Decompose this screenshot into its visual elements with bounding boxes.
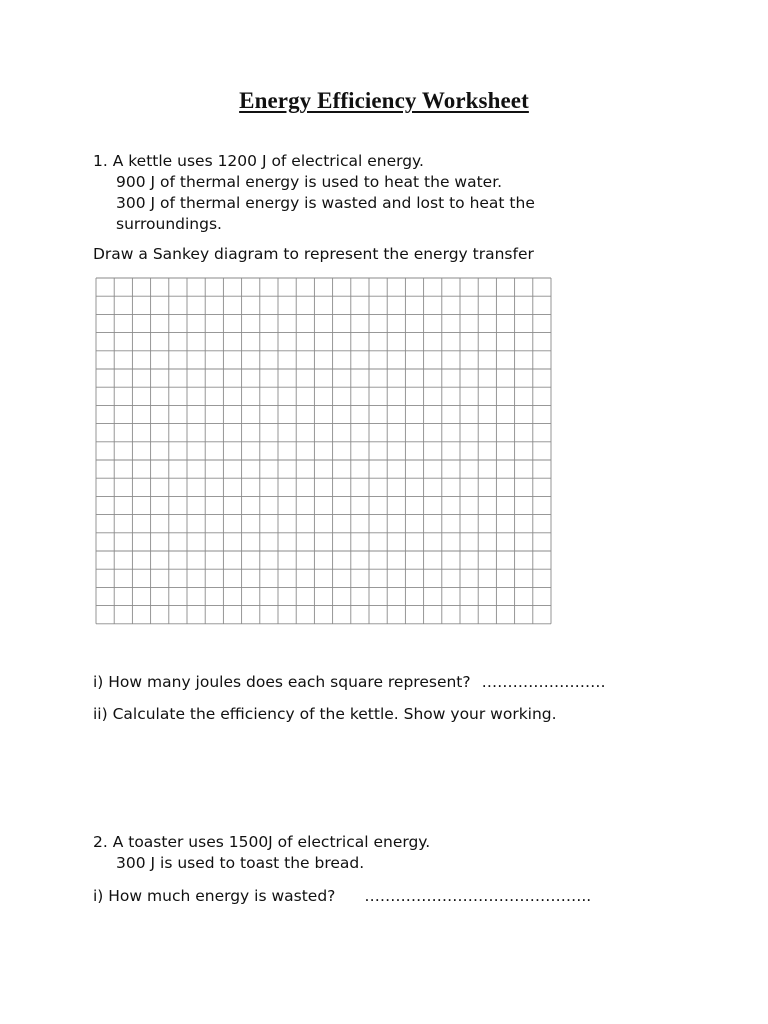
sankey-grid[interactable]: [95, 277, 553, 625]
q1-line-1: 1. A kettle uses 1200 J of electrical energy.: [93, 152, 424, 170]
q2-part-i-question: i) How much energy is wasted?: [93, 887, 336, 905]
q1-part-i: [93, 672, 606, 692]
q1-part-ii: ii) Calculate the efficiency of the kettle. Show your working.: [93, 705, 557, 723]
q2-line-2: 300 J is used to toast the bread.: [116, 854, 365, 872]
q1-part-i-question: i) How many joules does each square represent?: [93, 673, 471, 691]
q2-part-i: [93, 886, 591, 906]
q1-instruction: Draw a Sankey diagram to represent the energy transfer: [93, 245, 534, 263]
q1-line-3: 300 J of thermal energy is wasted and lost to heat the: [116, 194, 535, 212]
q1-line-4: surroundings.: [116, 215, 222, 233]
worksheet-title: Energy Efficiency Worksheet: [239, 88, 529, 113]
q1-part-i-answer-blank[interactable]: ……………………: [481, 673, 606, 691]
q1-line-2: 900 J of thermal energy is used to heat the water.: [116, 173, 503, 191]
q2-part-i-answer-blank[interactable]: ……………………………………..: [364, 887, 592, 905]
q2-line-1: 2. A toaster uses 1500J of electrical energy.: [93, 833, 431, 851]
